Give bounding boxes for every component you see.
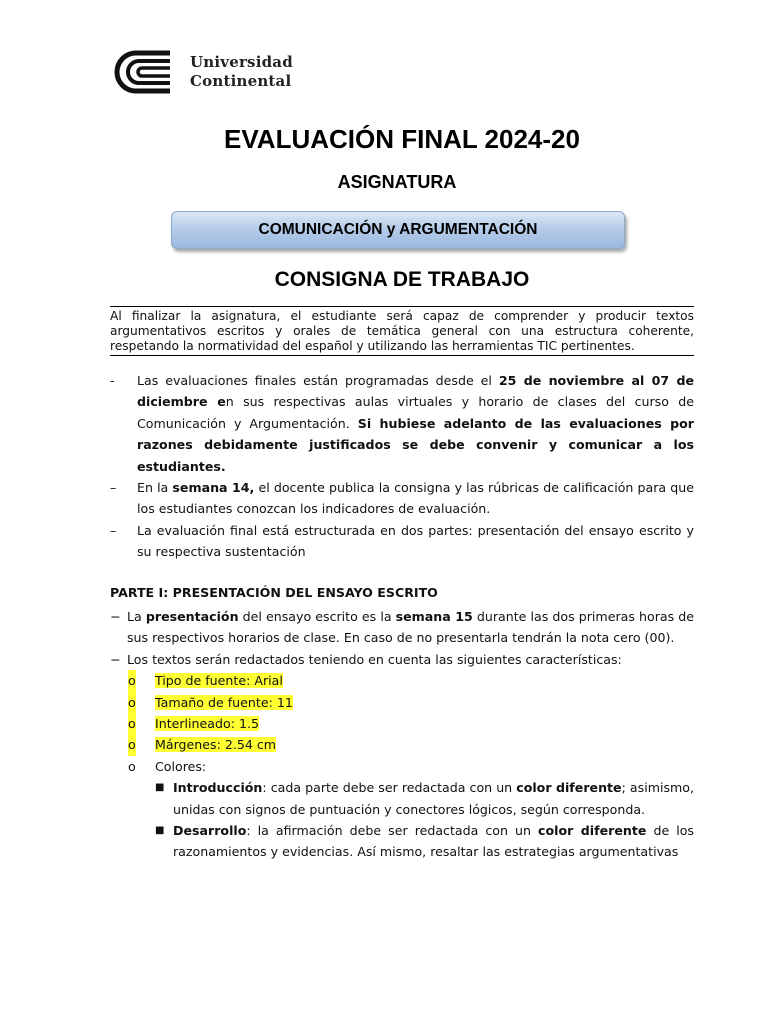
feature-text: Márgenes: 2.54 cm [155, 737, 277, 753]
bullet-marker: - [110, 373, 115, 388]
page-title: EVALUACIÓN FINAL 2024-20 [224, 124, 580, 154]
feature-text: Tipo de fuente: Arial [155, 673, 283, 689]
university-logo [110, 50, 293, 94]
square-bullet-icon: ■ [155, 825, 165, 837]
list-item: - Las evaluaciones finales están programadas desde el 25 de noviembre al 07 de diciembre en sus respectivas aulas virtuales y horario de clases del curso de Comunicación y Argumentación. Si hubiese adelanto de las evaluaciones por razones debidamente justificados se debe convenir y comunicar a los estudiantes. [110, 370, 694, 477]
sub-bullet-marker: o [128, 734, 136, 755]
list-item: – En la semana 14, el docente publica la consigna y las rúbricas de calificación para que los estudiantes conozcan los indicadores de evaluación. [110, 477, 694, 520]
consigna-title: CONSIGNA DE TRABAJO [274, 268, 530, 291]
sub-bullet-marker: o [128, 713, 136, 734]
course-name: COMUNICACIÓN y ARGUMENTACIÓN [258, 221, 538, 238]
square-bullet-icon: ■ [155, 782, 165, 794]
colors-intro-item: ■ Introducción: cada parte debe ser redactada con un color diferente; asimismo, unidas con signos de puntuación y conectores lógicos, según corresponda. [173, 777, 694, 820]
feature-text: Tamaño de fuente: 11 [155, 694, 293, 710]
university-name-line1: Universidad [190, 53, 293, 71]
feature-item [110, 734, 694, 755]
part1-list [110, 606, 694, 863]
colors-desarrollo-item: ■ Desarrollo: la afirmación debe ser redactada con un color diferente de los razonamientos y evidencias. Así mismo, resaltar las estrategias argumentativas [173, 820, 694, 863]
competence-statement: Al finalizar la asignatura, el estudiante será capaz de comprender y producir textos argumentativos escritos y orales de temática general con una estructura coherente, respetando la normatividad del español y utilizando las herramientas TIC pertinentes. [110, 306, 694, 356]
bullet-marker: − [110, 651, 121, 667]
bullet-marker: – [110, 522, 117, 538]
university-name [190, 53, 293, 91]
feature-item [110, 670, 694, 691]
sub-bullet-marker: o [128, 670, 136, 691]
university-name-line2: Continental [190, 72, 292, 90]
course-banner [171, 211, 625, 249]
feature-item [110, 756, 694, 777]
subject-label: ASIGNATURA [337, 172, 457, 192]
feature-item [110, 713, 694, 734]
bullet-marker: − [110, 609, 121, 624]
feature-item [110, 692, 694, 713]
sub-bullet-marker: o [128, 692, 136, 713]
sub-bullet-marker: o [128, 758, 136, 774]
list-item: − Los textos serán redactados teniendo en cuenta las siguientes características: [110, 649, 694, 670]
university-logo-icon [110, 50, 180, 94]
list-item: − La presentación del ensayo escrito es la semana 15 durante las dos primeras horas de sus respectivos horarios de clase. En caso de no presentarla tendrán la nota cero (00). [110, 606, 694, 649]
bullet-marker: – [110, 480, 117, 496]
colors-label: Colores: [155, 758, 207, 774]
part1-title: PARTE I: PRESENTACIÓN DEL ENSAYO ESCRITO [110, 585, 438, 600]
feature-text: Interlineado: 1.5 [155, 716, 259, 732]
list-item: – La evaluación final está estructurada en dos partes: presentación del ensayo escrito y su respectiva sustentación [110, 520, 694, 563]
general-bullet-list [110, 370, 694, 563]
